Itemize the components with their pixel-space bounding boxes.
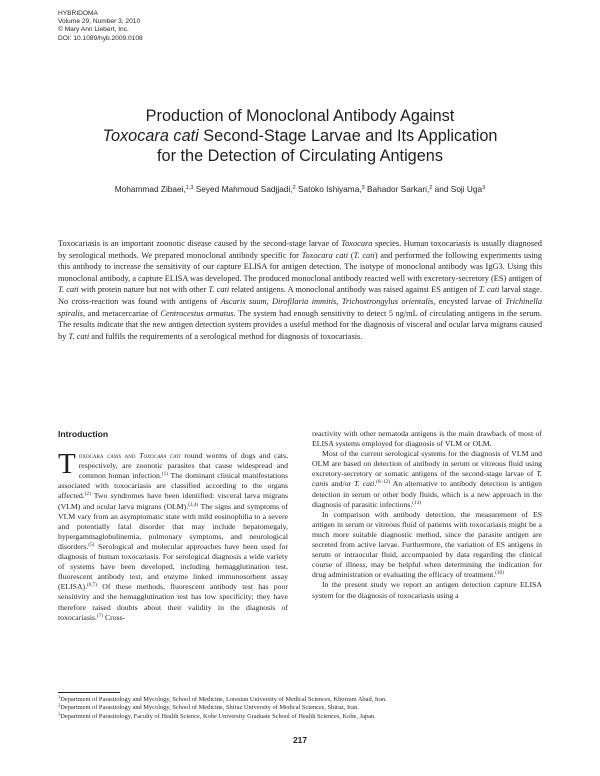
small-caps-text: canis (107, 451, 121, 461)
abstract-text: with protein nature but not with other (78, 285, 209, 295)
abstract (58, 238, 542, 342)
article-title (40, 106, 560, 166)
body-text: The dominant clinical manifestations associated with toxocariasis are classified according to the organs affected. (58, 471, 288, 501)
body-text: Cross- (103, 612, 126, 622)
journal-name: HYBRIDOMA (58, 10, 98, 17)
author-affiliation-mark: 2 (292, 185, 296, 191)
footnote-rule (58, 692, 120, 693)
abstract-text: . The system had enough sensitivity to detect 5 ng/mL of circulating antigens in the serum. The results indicate that the new antigen detection system provides a useful method for the diagnosis of visceral and ocular larva migrans caused by (58, 308, 543, 341)
body-italic: T. canis (312, 469, 542, 489)
footnote-mark: 1 (58, 694, 61, 700)
body-text: Most of the current serological systems for the diagnosis of VLM and OLM are based on detection of antibody in serum or vitreous fluid using excretory-secretory or somatic antigens of the second-stage larvae of (312, 449, 542, 479)
small-caps-text: Toxocara cati (139, 451, 181, 461)
abstract-text: species. Human toxocariasis is usually diagnosed by serological methods. We prepared monoclonal antibody specific for (58, 239, 542, 260)
section-heading-introduction: Introduction (58, 429, 109, 439)
abstract-italic: T. cati (68, 331, 90, 341)
drop-cap: T (58, 448, 76, 481)
body-text: Serological and molecular approaches have been used for diagnosis of human toxocariasis. For serological diagnosis a wide variety of systems have been developed, including hemagglutination test, fluorescent antibody test, and enzyme linked immunosorbent assay (ELISA). (58, 541, 288, 592)
body-text: Of these methods, fluorescent antibody test has poor sensitivity and the hemagglutination test has low specificity; they have therefore raised doubts about their validity in the diagnosis of toxocariasis. (58, 582, 288, 622)
author-affiliation-mark: 2 (429, 185, 433, 191)
body-text: An alternative to antibody detection is antigen detection in serum or other body fluids, which is a new approach in the diagnosis of parasitic infections. (312, 479, 543, 509)
body-text: . (374, 479, 377, 489)
small-caps-text: oxocara (78, 451, 108, 461)
title-line-3: for the Detection of Circulating Antigens (157, 147, 443, 165)
body-italic: T. cati (354, 479, 375, 489)
author-list (40, 184, 560, 194)
abstract-text: ) and performed the following experiments using this antibody to increase the sensitivity of our capture ELISA for antigen detection. The isotype of monoclonal antibody was IgG3. Using this monoclonal antibody, a capture ELISA was developed. The produced monoclonal antibody reacted well with excretory-secretory (ES) antigen of (58, 250, 542, 283)
footnote-mark: 2 (58, 702, 61, 708)
body-text: round worms of dogs and cats, respectively, are zoonotic parasites that cause widespread and common human infection. (78, 451, 289, 481)
citation-ref[interactable]: (8–12) (376, 479, 391, 486)
author: Satoko Ishiyama, (297, 184, 362, 194)
citation-ref[interactable]: (6,7) (87, 582, 98, 589)
abstract-text: and fulfils the requirements of a serological method for diagnosis of toxocariasis. (89, 331, 363, 341)
abstract-italic: Trichinella spiralis, (58, 296, 542, 318)
abstract-italic: Ascaris suum, Dirofilaria immitis, Trichostrongylus orientalis, (220, 296, 436, 306)
left-column (58, 429, 288, 623)
intro-paragraph-1 (58, 448, 289, 623)
author-affiliation-mark: 3 (482, 185, 486, 191)
author: and Soji Uga (434, 184, 483, 194)
citation-ref[interactable]: (13) (412, 499, 421, 506)
intro-paragraph-3 (312, 510, 542, 581)
title-species: Toxocara cati (102, 127, 199, 145)
footnote-text: Department of Parasitology and Mycology, School of Medicine, Shiraz University of Medical Sciences, Shiraz, Iran. (60, 704, 359, 712)
citation-ref[interactable]: (2) (84, 491, 91, 498)
footnote-text: Department of Parasitology and Mycology, School of Medicine, Lorestan University of Medical Sciences, Khorram Abad, Iran. (60, 696, 387, 703)
abstract-text: related antigens. A monoclonal antibody was raised against ES antigen of (229, 285, 479, 295)
journal-header (58, 10, 143, 43)
abstract-italic: T. cati (208, 285, 230, 295)
journal-volume: Volume 29, Number 3, 2010 (58, 18, 141, 26)
right-column (312, 429, 542, 601)
abstract-italic: Toxocara (341, 239, 373, 248)
body-text: In comparison with antibody detection, the measurement of ES antigen in serum or vitreous fluid of patients with toxocariasis might be a much more suitable diagnostic method, since the parasite antigen are secreted from active larvae. Furthermore, the variation of ES antigens in serum or intraocular fluid, accompanied by data regarding the clinical course of illness, may be helpful when determining the indication for drug administration or evaluating the efficacy of treatment. (312, 509, 542, 580)
page-number: 217 (293, 735, 307, 745)
title-line-2 (40, 126, 560, 146)
abstract-italic: T. cati (353, 250, 375, 260)
abstract-italic: Centrocestus armatus (160, 308, 234, 318)
body-text: and/or (328, 479, 355, 489)
abstract-italic: T. cati (58, 285, 79, 295)
journal-copyright: © Mary Ann Liebert, Inc. (58, 26, 129, 34)
title-line-1: Production of Monoclonal Antibody Against (145, 107, 455, 125)
footnote-mark: 3 (58, 711, 61, 717)
author-affiliation-mark: 3 (361, 185, 365, 191)
author: Seyed Mahmoud Sadjjadi, (195, 184, 293, 194)
citation-ref[interactable]: (1) (161, 471, 168, 478)
abstract-italic: T. cati (478, 285, 500, 295)
footnote (58, 713, 542, 721)
abstract-text: and metacercariae of (85, 308, 161, 318)
body-text: The signs and symptoms of VLM vary from an asymptomatic state with mild eosinophilia to a severe and potentially fatal disorder that may include hepatomegaly, hypergammaglobulinemia, pulmonary symptoms, and neurological disorders. (58, 501, 288, 551)
intro-paragraph-2 (312, 449, 542, 510)
author-affiliation-mark: 1,3 (185, 185, 194, 191)
intro-paragraph-4: In the present study we report an antigen detection capture ELISA system for the diagnosis of toxocariasis using a (312, 580, 542, 600)
intro-continuation: reactivity with other nematoda antigens is the main drawback of most of ELISA systems employed for diagnosis of VLM or OLM. (312, 429, 542, 449)
footnote (58, 704, 542, 712)
abstract-text: Toxocariasis is an important zoonotic disease caused by the second-stage larvae of (58, 239, 342, 248)
title-line-2-rest: Second-Stage Larvae and Its Application (198, 127, 498, 145)
abstract-text: ( (348, 250, 354, 260)
abstract-text: larval stage. No cross-reaction was found with antigens of (58, 285, 542, 306)
citation-ref[interactable]: (7) (96, 612, 104, 619)
abstract-italic: Toxocara cati (301, 250, 349, 260)
small-caps-text: and (121, 451, 140, 461)
journal-doi[interactable]: DOI: 10.1089/hyb.2009.0108 (58, 34, 143, 42)
body-text: Two syndromes have been identified: visceral larva migrans (VLM) and ocular larva migrans (OLM). (58, 491, 288, 511)
citation-ref[interactable]: (10) (495, 570, 504, 577)
citation-ref[interactable]: (5) (88, 541, 95, 548)
abstract-text: encysted larvae of (435, 296, 506, 306)
author: Bahador Sarkari, (367, 184, 430, 194)
author: Mohammad Zibaei, (114, 184, 186, 194)
footnote-text: Department of Parasitology, Faculty of Health Science, Kobe University Graduate School of Health Sciences, Kobe, Japan. (60, 712, 376, 720)
affiliation-footnotes (58, 696, 542, 721)
citation-ref[interactable]: (3,4) (188, 501, 199, 508)
